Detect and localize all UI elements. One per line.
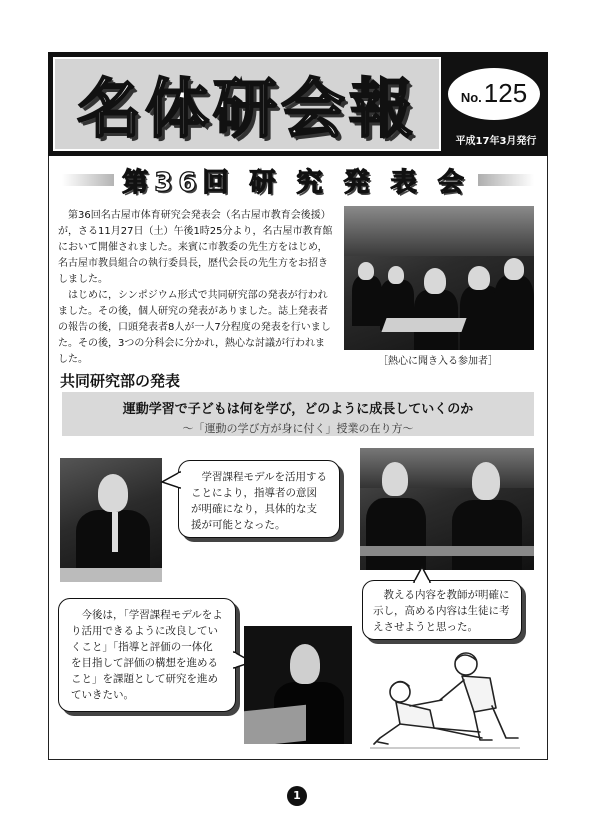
issue-badge (448, 68, 540, 120)
quote-bubble-3 (58, 598, 236, 712)
speaker-photo-1 (60, 458, 162, 582)
joint-research-heading: 共同研究部の発表 (60, 372, 181, 390)
audience-photo (344, 206, 534, 350)
quote-text-2: 教える内容を教師が明確に示し，高める内容は生徒に考えさせようと思った。 (373, 589, 510, 633)
article-heading: 第36回 研 究 発 表 会 (114, 162, 477, 199)
quote-bubble-2 (362, 580, 522, 640)
quote-text-1: 学習課程モデルを活用することにより，指導者の意図が明確になり，具体的な支援が可能となった。 (191, 471, 327, 531)
theme-subtitle: ～「運動の学び方が身に付く」授業の在り方～ (182, 422, 414, 435)
article-paragraph: 第36回名古屋市体育研究会発表会（名古屋市教育会後援）が，さる11月27日（土）午後1時25分より，名古屋市教育館において開催されました。来賓に市教委の先生方をはじめ，名古屋市教員組合の執行委員長，歴代会長の先生方をお招きしました。 (58, 210, 333, 285)
quote-text-3: 今後は，「学習課程モデルをより活用できるように改良していくこと」「指導と評価の一体化を目指して評価の構想を進めること」を課題として研究を進めていきたい。 (71, 609, 223, 701)
bubble-tail-2 (410, 566, 434, 584)
issue-prefix: No. (460, 90, 482, 105)
article-heading-wrap (96, 162, 496, 198)
article-body (58, 208, 334, 368)
speaker-photo-2 (360, 448, 534, 570)
issue-number: 125 (483, 78, 528, 108)
newsletter-title: 名体研会報 (77, 73, 417, 147)
bubble-tail-1 (160, 470, 182, 492)
issue-date: 平成17年3月発行 (455, 136, 537, 147)
speaker-photo-3 (244, 626, 352, 744)
newsletter-title-box (53, 57, 441, 151)
research-theme-box (62, 392, 534, 436)
stretching-illustration (370, 648, 530, 752)
photo-caption: ［熱心に聞き入る参加者］ (378, 356, 498, 367)
theme-title: 運動学習で子どもは何を学び，どのように成長していくのか (122, 402, 474, 417)
page-number: 1 (287, 786, 307, 806)
quote-bubble-1 (178, 460, 340, 538)
masthead (48, 52, 548, 156)
article-paragraph: はじめに，シンポジウム形式で共同研究部の発表が行われました。その後，個人研究の発表がありました。誌上発表者の報告の後，口頭発表者8人が一人7分程度の発表を行いました。その後，3つの分科会に分かれ，熱心な討議が行われました。 (58, 290, 331, 365)
